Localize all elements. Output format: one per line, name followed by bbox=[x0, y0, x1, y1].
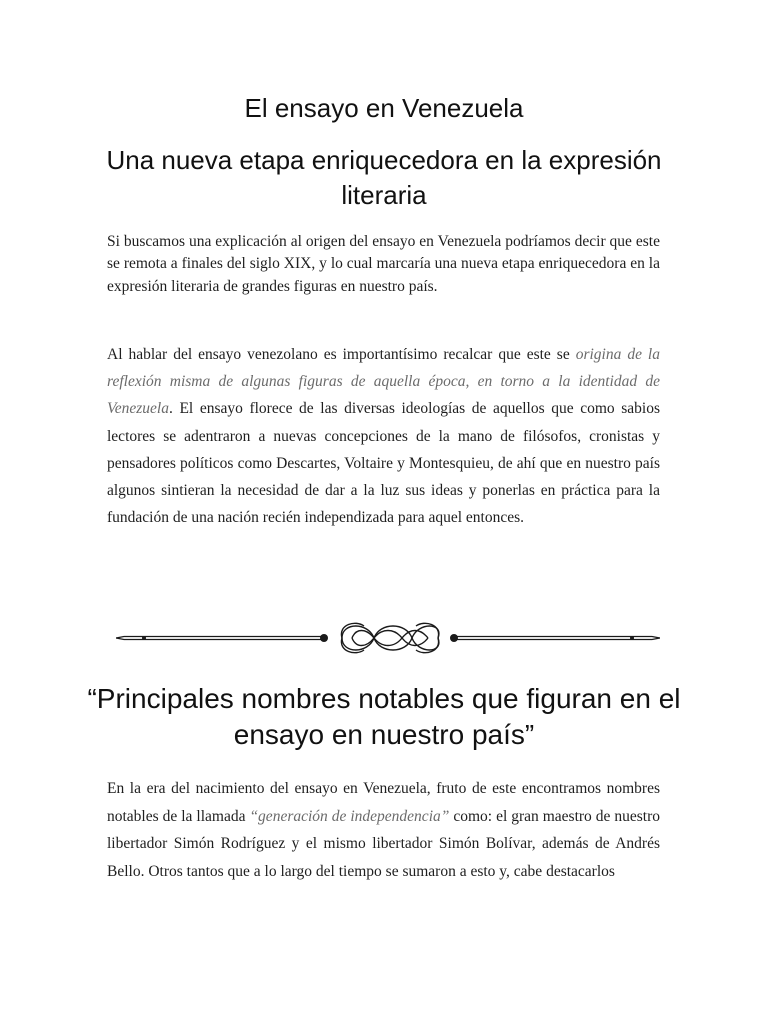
page-title: El ensayo en Venezuela bbox=[244, 93, 524, 123]
paragraph-origin-text-start: Al hablar del ensayo venezolano es importantísimo recalcar que este se bbox=[107, 346, 576, 363]
paragraph-origin bbox=[107, 341, 660, 531]
paragraph-origin-italic: origina de la reflexión misma de algunas figuras de aquella época, en torno a la identidad de Venezuela bbox=[107, 346, 660, 418]
paragraph-names-italic: “generación de independencia” bbox=[249, 807, 450, 825]
paragraph-names-text-end: como: el gran maestro de nuestro libertador Simón Rodríguez y el mismo libertador Simón Bolívar, además de Andrés Bello. Otros tantos que a lo largo del tiempo se sumaron a esto y, cabe destacarlos bbox=[107, 807, 661, 881]
flourish-divider-icon bbox=[116, 614, 660, 662]
page-subtitle: Una nueva etapa enriquecedora en la expresión literaria bbox=[106, 145, 662, 210]
paragraph-origin-text-end: . El ensayo florece de las diversas ideologías de aquellos que como sabios lectores se adentraron a nuevas concepciones de la mano de filósofos, cronistas y pensadores políticos como Descartes, Voltaire y Montesquieu, de ahí que en nuestro país algunos sintieran la necesidad de dar a la luz sus ideas y ponerlas en práctica para la fundación de una nación recién independizada para aquel entonces. bbox=[107, 400, 660, 527]
section-title: “Principales nombres notables que figuran en el ensayo en nuestro país” bbox=[87, 683, 681, 750]
paragraph-intro: Si buscamos una explicación al origen del ensayo en Venezuela podríamos decir que este se remota a finales del siglo XIX, y lo cual marcaría una nueva etapa enriquecedora en la expresión literaria de grandes figuras en nuestro país. bbox=[107, 233, 660, 295]
paragraph-names-text-start: En la era del nacimiento del ensayo en Venezuela, fruto de este encontramos nombres notables de la llamada bbox=[107, 780, 660, 825]
paragraph-names bbox=[107, 775, 660, 886]
